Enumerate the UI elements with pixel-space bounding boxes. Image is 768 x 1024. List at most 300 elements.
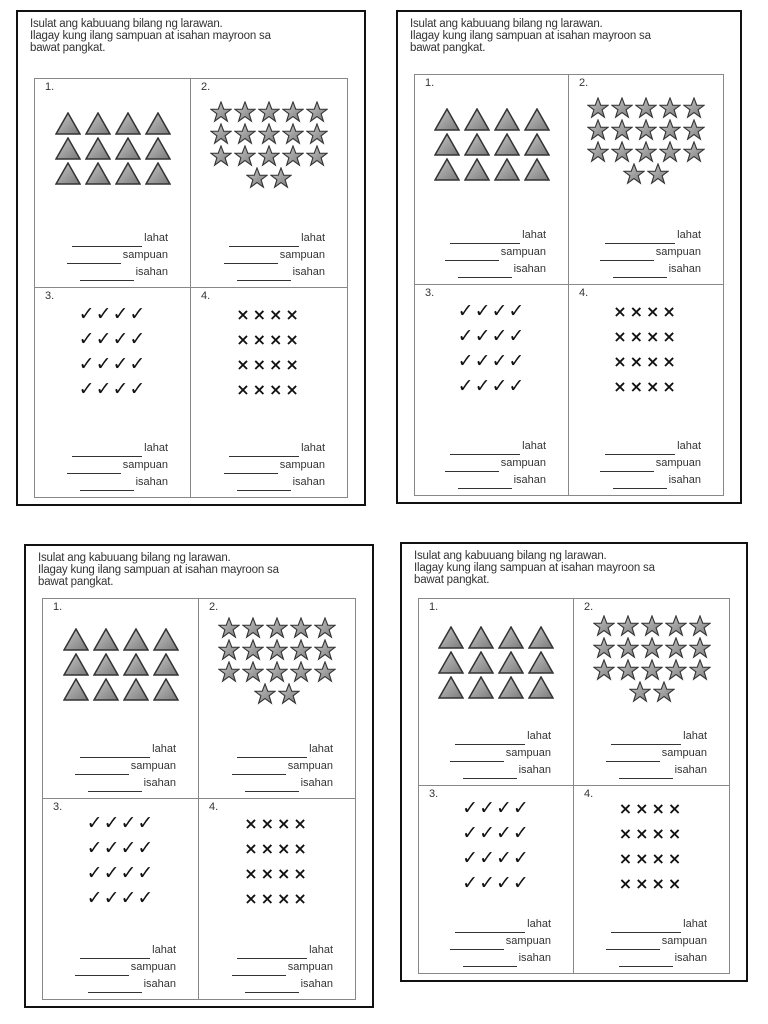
star-icon <box>635 97 657 119</box>
x-mark-icon: ×××× <box>244 839 310 858</box>
star-icon <box>306 145 328 167</box>
item-2-stars <box>199 599 355 799</box>
tens-label: sampuan <box>661 935 707 947</box>
item-number: 4. <box>201 290 211 302</box>
answer-lines <box>450 728 551 779</box>
total-label: lahat <box>152 944 176 956</box>
star-icon <box>290 639 312 661</box>
ones-blank[interactable] <box>458 266 512 278</box>
total-blank[interactable] <box>237 947 307 959</box>
tens-label: sampuan <box>500 246 546 258</box>
tens-label: sampuan <box>655 457 701 469</box>
exercise-grid <box>42 598 356 1000</box>
triangle-icon <box>153 653 179 676</box>
item-3-checks <box>43 799 199 999</box>
star-icon <box>254 683 276 705</box>
answer-lines <box>67 230 168 281</box>
check-mark-icon: ✓✓✓✓ <box>457 375 526 397</box>
triangle-icon <box>468 676 494 699</box>
star-group <box>569 97 723 185</box>
triangle-icon <box>123 678 149 701</box>
triangle-icon <box>115 112 141 135</box>
item-4-crosses <box>574 786 729 973</box>
item-3-checks <box>35 288 191 497</box>
triangle-icon <box>494 158 520 181</box>
total-label: lahat <box>309 944 333 956</box>
tens-blank[interactable] <box>224 252 278 264</box>
tens-blank[interactable] <box>75 763 129 775</box>
tens-blank[interactable] <box>600 249 654 261</box>
x-mark-icon: ×××× <box>244 814 310 833</box>
item-number: 2. <box>579 77 589 89</box>
tens-blank[interactable] <box>232 964 286 976</box>
star-icon <box>258 101 280 123</box>
star-icon <box>234 101 256 123</box>
triangle-icon <box>93 653 119 676</box>
star-icon <box>314 661 336 683</box>
star-icon <box>653 681 675 703</box>
triangle-icon <box>464 108 490 131</box>
triangle-icon <box>494 108 520 131</box>
tens-blank[interactable] <box>445 460 499 472</box>
total-label: lahat <box>309 743 333 755</box>
answer-lines <box>606 916 707 967</box>
star-icon <box>635 141 657 163</box>
triangle-icon <box>63 653 89 676</box>
item-1-triangles <box>35 79 191 288</box>
ones-blank[interactable] <box>80 479 134 491</box>
ones-blank[interactable] <box>458 477 512 489</box>
triangle-icon <box>153 628 179 651</box>
answer-lines <box>67 440 168 491</box>
triangle-icon <box>145 137 171 160</box>
tens-blank[interactable] <box>606 750 660 762</box>
x-mark-icon: ×××× <box>244 864 310 883</box>
total-label: lahat <box>144 442 168 454</box>
answer-lines <box>445 227 546 278</box>
tens-blank[interactable] <box>67 252 121 264</box>
instruction-line-3: bawat pangkat. <box>38 576 114 588</box>
ones-label: isahan <box>513 474 546 486</box>
star-icon <box>266 639 288 661</box>
triangle-icon <box>524 108 550 131</box>
x-mark-icon: ×××× <box>236 380 302 399</box>
worksheet-bottom-left <box>24 544 374 1008</box>
triangle-icon <box>123 653 149 676</box>
triangle-icon <box>464 158 490 181</box>
check-mark-icon: ✓✓✓✓ <box>78 303 147 325</box>
star-icon <box>266 617 288 639</box>
item-number: 3. <box>425 287 435 299</box>
instruction-line-2: Ilagay kung ilang sampuan at isahan mayroon sa <box>410 30 651 42</box>
check-mark-icon: ✓✓✓✓ <box>78 353 147 375</box>
cross-group <box>199 811 355 911</box>
total-blank[interactable] <box>455 921 525 933</box>
answer-lines <box>445 438 546 489</box>
instruction-line-3: bawat pangkat. <box>410 42 486 54</box>
star-icon <box>290 617 312 639</box>
item-2-stars <box>569 75 723 285</box>
total-blank[interactable] <box>611 733 681 745</box>
star-icon <box>617 615 639 637</box>
item-1-triangles <box>419 599 574 786</box>
triangle-group <box>43 627 198 702</box>
star-icon <box>683 141 705 163</box>
triangle-group <box>35 111 190 186</box>
total-label: lahat <box>527 730 551 742</box>
check-mark-icon: ✓✓✓✓ <box>462 797 530 819</box>
exercise-grid <box>34 78 348 498</box>
x-mark-icon: ×××× <box>244 889 310 908</box>
star-icon <box>611 141 633 163</box>
star-icon <box>659 119 681 141</box>
item-4-crosses <box>191 288 347 497</box>
triangle-icon <box>468 651 494 674</box>
check-mark-icon: ✓✓✓✓ <box>462 822 530 844</box>
answer-lines <box>75 741 176 792</box>
tens-label: sampuan <box>279 249 325 261</box>
ones-blank[interactable] <box>619 767 673 779</box>
triangle-icon <box>434 158 460 181</box>
ones-label: isahan <box>135 266 168 278</box>
star-icon <box>683 97 705 119</box>
instructions <box>414 550 740 586</box>
triangle-icon <box>434 133 460 156</box>
item-number: 2. <box>201 81 211 93</box>
check-group <box>415 299 568 399</box>
tens-label: sampuan <box>130 760 176 772</box>
ones-label: isahan <box>674 952 707 964</box>
total-label: lahat <box>527 918 551 930</box>
instruction-line-1: Isulat ang kabuuang bilang ng larawan. <box>410 18 603 30</box>
instruction-line-1: Isulat ang kabuuang bilang ng larawan. <box>414 550 607 562</box>
star-icon <box>218 617 240 639</box>
triangle-icon <box>93 628 119 651</box>
instructions <box>410 18 734 54</box>
check-mark-icon: ✓✓✓✓ <box>86 887 155 909</box>
triangle-icon <box>494 133 520 156</box>
ones-blank[interactable] <box>80 269 134 281</box>
triangle-icon <box>55 112 81 135</box>
tens-label: sampuan <box>287 961 333 973</box>
total-blank[interactable] <box>72 445 142 457</box>
x-mark-icon: ×××× <box>236 305 302 324</box>
item-2-stars <box>574 599 729 786</box>
star-icon <box>689 637 711 659</box>
tens-label: sampuan <box>279 459 325 471</box>
star-icon <box>266 661 288 683</box>
triangle-group <box>415 107 568 182</box>
item-2-stars <box>191 79 347 288</box>
instructions <box>30 18 358 54</box>
star-icon <box>242 617 264 639</box>
triangle-icon <box>63 628 89 651</box>
triangle-icon <box>145 162 171 185</box>
triangle-icon <box>145 112 171 135</box>
instruction-line-2: Ilagay kung ilang sampuan at isahan mayroon sa <box>38 564 279 576</box>
check-mark-icon: ✓✓✓✓ <box>78 378 147 400</box>
x-mark-icon: ×××× <box>613 327 679 346</box>
ones-label: isahan <box>518 764 551 776</box>
star-icon <box>210 145 232 167</box>
ones-label: isahan <box>668 263 701 275</box>
star-icon <box>641 659 663 681</box>
triangle-icon <box>498 676 524 699</box>
triangle-icon <box>524 158 550 181</box>
tens-blank[interactable] <box>450 750 504 762</box>
check-group <box>419 796 573 896</box>
check-mark-icon: ✓✓✓✓ <box>86 812 155 834</box>
star-icon <box>210 123 232 145</box>
instruction-line-2: Ilagay kung ilang sampuan at isahan mayroon sa <box>414 562 655 574</box>
ones-blank[interactable] <box>88 780 142 792</box>
tens-blank[interactable] <box>606 938 660 950</box>
triangle-icon <box>468 626 494 649</box>
check-mark-icon: ✓✓✓✓ <box>78 328 147 350</box>
triangle-icon <box>153 678 179 701</box>
ones-label: isahan <box>292 476 325 488</box>
star-icon <box>270 167 292 189</box>
tens-label: sampuan <box>122 249 168 261</box>
check-mark-icon: ✓✓✓✓ <box>457 350 526 372</box>
star-icon <box>593 615 615 637</box>
exercise-grid <box>414 74 724 496</box>
total-blank[interactable] <box>229 445 299 457</box>
answer-lines <box>224 230 325 281</box>
star-icon <box>246 167 268 189</box>
star-icon <box>611 119 633 141</box>
star-icon <box>314 617 336 639</box>
star-icon <box>617 637 639 659</box>
tens-blank[interactable] <box>600 460 654 472</box>
ones-blank[interactable] <box>88 981 142 993</box>
triangle-icon <box>85 112 111 135</box>
ones-blank[interactable] <box>237 269 291 281</box>
total-label: lahat <box>301 232 325 244</box>
star-icon <box>587 119 609 141</box>
tens-label: sampuan <box>661 747 707 759</box>
instruction-line-3: bawat pangkat. <box>30 42 106 54</box>
check-mark-icon: ✓✓✓✓ <box>86 837 155 859</box>
star-icon <box>593 637 615 659</box>
answer-lines <box>600 227 701 278</box>
item-number: 1. <box>53 601 63 613</box>
item-number: 1. <box>429 601 439 613</box>
star-icon <box>210 101 232 123</box>
tens-label: sampuan <box>287 760 333 772</box>
star-icon <box>617 659 639 681</box>
ones-label: isahan <box>135 476 168 488</box>
total-blank[interactable] <box>611 921 681 933</box>
total-label: lahat <box>144 232 168 244</box>
total-blank[interactable] <box>605 443 675 455</box>
check-mark-icon: ✓✓✓✓ <box>86 862 155 884</box>
item-number: 4. <box>209 801 219 813</box>
x-mark-icon: ×××× <box>613 352 679 371</box>
instructions <box>38 552 366 588</box>
check-group <box>35 302 190 402</box>
triangle-icon <box>498 651 524 674</box>
worksheet-top-right <box>396 10 742 504</box>
triangle-icon <box>115 162 141 185</box>
triangle-icon <box>438 651 464 674</box>
answer-lines <box>232 942 333 993</box>
star-icon <box>659 141 681 163</box>
triangle-icon <box>115 137 141 160</box>
x-mark-icon: ×××× <box>618 799 685 818</box>
triangle-icon <box>464 133 490 156</box>
item-3-checks <box>415 285 569 495</box>
cross-group <box>191 302 347 402</box>
triangle-icon <box>524 133 550 156</box>
star-icon <box>218 639 240 661</box>
star-icon <box>611 97 633 119</box>
star-icon <box>306 123 328 145</box>
ones-blank[interactable] <box>613 266 667 278</box>
tens-blank[interactable] <box>67 462 121 474</box>
star-group <box>191 101 347 189</box>
cross-group <box>574 796 729 896</box>
total-blank[interactable] <box>80 947 150 959</box>
check-mark-icon: ✓✓✓✓ <box>457 325 526 347</box>
triangle-icon <box>55 137 81 160</box>
tens-label: sampuan <box>655 246 701 258</box>
total-blank[interactable] <box>237 746 307 758</box>
total-blank[interactable] <box>605 232 675 244</box>
total-label: lahat <box>522 229 546 241</box>
answer-lines <box>232 741 333 792</box>
star-icon <box>290 661 312 683</box>
tens-label: sampuan <box>505 747 551 759</box>
ones-label: isahan <box>300 777 333 789</box>
triangle-icon <box>85 162 111 185</box>
star-icon <box>306 101 328 123</box>
item-number: 2. <box>209 601 219 613</box>
item-4-crosses <box>199 799 355 999</box>
item-4-crosses <box>569 285 723 495</box>
instruction-line-3: bawat pangkat. <box>414 574 490 586</box>
star-icon <box>683 119 705 141</box>
exercise-grid <box>418 598 730 974</box>
item-number: 3. <box>429 788 439 800</box>
star-icon <box>587 97 609 119</box>
total-label: lahat <box>677 229 701 241</box>
item-1-triangles <box>415 75 569 285</box>
total-label: lahat <box>683 730 707 742</box>
ones-blank[interactable] <box>245 981 299 993</box>
ones-blank[interactable] <box>613 477 667 489</box>
triangle-icon <box>498 626 524 649</box>
total-label: lahat <box>152 743 176 755</box>
tens-blank[interactable] <box>445 249 499 261</box>
star-icon <box>258 145 280 167</box>
ones-blank[interactable] <box>463 767 517 779</box>
tens-blank[interactable] <box>232 763 286 775</box>
star-icon <box>665 637 687 659</box>
total-blank[interactable] <box>72 235 142 247</box>
x-mark-icon: ×××× <box>613 302 679 321</box>
ones-label: isahan <box>292 266 325 278</box>
star-icon <box>587 141 609 163</box>
answer-lines <box>450 916 551 967</box>
worksheet-top-left <box>16 10 366 506</box>
item-number: 1. <box>425 77 435 89</box>
star-icon <box>635 119 657 141</box>
x-mark-icon: ×××× <box>618 824 685 843</box>
answer-lines <box>600 438 701 489</box>
instruction-line-2: Ilagay kung ilang sampuan at isahan mayroon sa <box>30 30 271 42</box>
star-icon <box>689 615 711 637</box>
star-icon <box>234 123 256 145</box>
star-icon <box>258 123 280 145</box>
triangle-icon <box>123 628 149 651</box>
star-icon <box>278 683 300 705</box>
triangle-group <box>419 625 573 700</box>
star-icon <box>659 97 681 119</box>
triangle-icon <box>63 678 89 701</box>
ones-blank[interactable] <box>245 780 299 792</box>
tens-label: sampuan <box>122 459 168 471</box>
total-blank[interactable] <box>450 443 520 455</box>
star-icon <box>689 659 711 681</box>
item-number: 1. <box>45 81 55 93</box>
total-blank[interactable] <box>450 232 520 244</box>
star-icon <box>242 639 264 661</box>
answer-lines <box>606 728 707 779</box>
star-icon <box>282 123 304 145</box>
triangle-icon <box>438 626 464 649</box>
ones-label: isahan <box>668 474 701 486</box>
star-icon <box>234 145 256 167</box>
star-icon <box>282 101 304 123</box>
star-icon <box>665 615 687 637</box>
check-mark-icon: ✓✓✓✓ <box>462 847 530 869</box>
ones-blank[interactable] <box>237 479 291 491</box>
answer-lines <box>224 440 325 491</box>
check-mark-icon: ✓✓✓✓ <box>462 872 530 894</box>
ones-blank[interactable] <box>619 955 673 967</box>
tens-label: sampuan <box>505 935 551 947</box>
cross-group <box>569 299 723 399</box>
star-icon <box>314 639 336 661</box>
tens-label: sampuan <box>500 457 546 469</box>
star-icon <box>629 681 651 703</box>
tens-blank[interactable] <box>450 938 504 950</box>
worksheet-bottom-right <box>400 542 748 982</box>
x-mark-icon: ×××× <box>618 874 685 893</box>
star-icon <box>218 661 240 683</box>
triangle-icon <box>85 137 111 160</box>
check-group <box>43 811 198 911</box>
total-blank[interactable] <box>455 733 525 745</box>
answer-lines <box>75 942 176 993</box>
total-blank[interactable] <box>80 746 150 758</box>
item-number: 3. <box>45 290 55 302</box>
star-icon <box>641 615 663 637</box>
triangle-icon <box>528 651 554 674</box>
star-icon <box>593 659 615 681</box>
item-number: 4. <box>579 287 589 299</box>
instruction-line-1: Isulat ang kabuuang bilang ng larawan. <box>38 552 231 564</box>
x-mark-icon: ×××× <box>618 849 685 868</box>
total-blank[interactable] <box>229 235 299 247</box>
tens-blank[interactable] <box>224 462 278 474</box>
tens-blank[interactable] <box>75 964 129 976</box>
total-label: lahat <box>677 440 701 452</box>
triangle-icon <box>93 678 119 701</box>
star-group <box>574 615 729 703</box>
ones-blank[interactable] <box>463 955 517 967</box>
